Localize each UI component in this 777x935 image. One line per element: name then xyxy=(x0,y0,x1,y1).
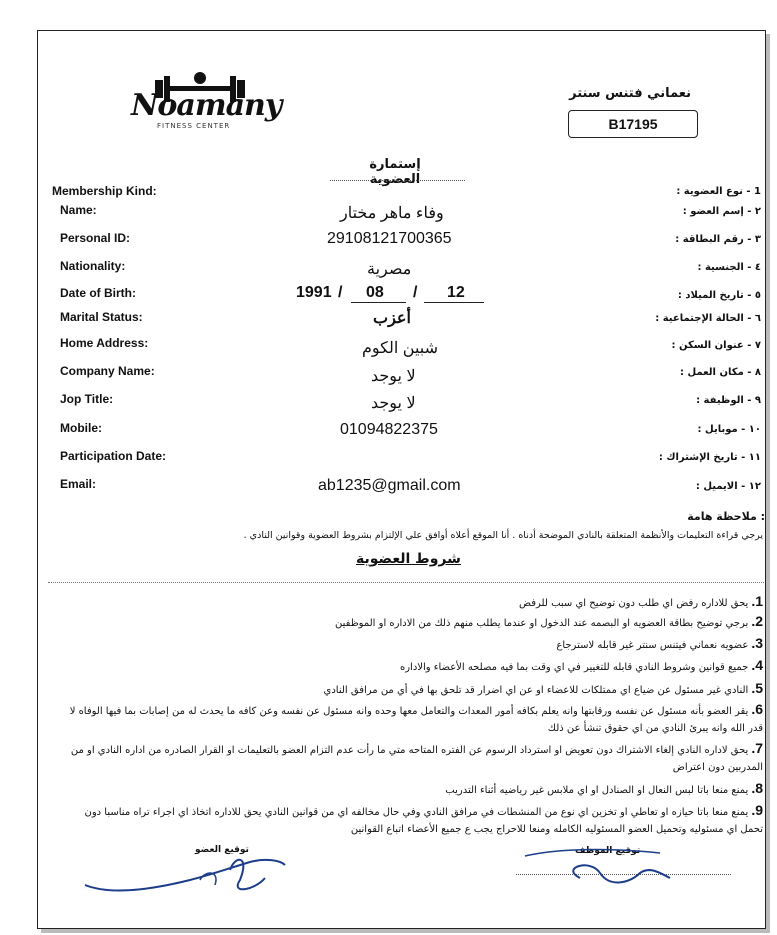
term-item xyxy=(63,740,763,776)
dob-day: 12 xyxy=(447,284,465,301)
name-value: وفاء ماهر مختار xyxy=(340,205,444,222)
terms-divider xyxy=(48,582,764,583)
term-number: 3. xyxy=(751,635,763,651)
terms-title: شروط العضوية xyxy=(356,551,461,567)
email-label: Email: xyxy=(60,477,97,491)
participation-date-label-ar: ١١ - تاريخ الإشتراك : xyxy=(658,452,761,463)
term-number: 4. xyxy=(751,657,763,673)
company-name-label-ar: ٨ - مكان العمل : xyxy=(680,367,761,378)
mobile-value: 01094822375 xyxy=(340,421,438,438)
term-text: برجي توضيح بطاقة العضويه او البصمه عند الدخول او عندما يطلب منهم ذلك من الاداره او الموظفين xyxy=(335,618,749,629)
term-text: يمنع منعا باتا لبس النعال او الصنادل او اي ملابس غير رياضيه أثناء التدريب xyxy=(445,785,749,796)
dob-separator: / xyxy=(338,284,343,301)
logo-subtitle: FITNESS CENTER xyxy=(157,122,231,130)
employee-signature-label: توقيع الموظف xyxy=(575,846,641,856)
term-item xyxy=(63,780,763,799)
term-text: يقر العضو بأنه مسئول عن نفسه ورقابتها وانه يعلم بكافه أمور المعدات والتعامل معها وحده وانه مسئول عن نفسه وعن كافه ما يحدث له من إصابات بما فيها الوفاه لا قدر الله وانه يبرئ النادي من اي حقوق تنشأ عن ذلك xyxy=(69,706,763,734)
mobile-label: Mobile: xyxy=(60,421,102,435)
term-text: جميع قوانين وشروط النادي قابله للتغيير في اي وقت بما فيه مصلحه الأعضاء والاداره xyxy=(399,662,749,673)
home-address-label: Home Address: xyxy=(60,336,149,350)
membership-kind-label: Membership Kind: xyxy=(52,184,157,198)
home-address-value: شبين الكوم xyxy=(362,340,439,357)
home-address-label-ar: ٧ - عنوان السكن : xyxy=(671,340,761,351)
term-item xyxy=(63,635,763,654)
date-of-birth-label-ar: ٥ - تاريخ الميلاد : xyxy=(677,290,761,301)
job-title-label-ar: ٩ - الوظيفة : xyxy=(696,395,761,406)
club-name: نعماني فتنس سنتر xyxy=(569,86,691,101)
term-item xyxy=(63,593,763,612)
term-text: يحق للاداره رفض اي طلب دون توضيح اي سبب للرفض xyxy=(518,598,749,609)
employee-signature-icon xyxy=(520,848,690,893)
job-title-label: Jop Title: xyxy=(60,392,114,406)
note-text: يرجي قراءة التعليمات والأنظمة المتعلقة بالنادي الموضحة أدناه . أنا الموقع أعلاه أوافق علي الإلتزام بشروط العضوية وقوانين النادي . xyxy=(243,530,763,541)
term-item xyxy=(63,680,763,699)
term-number: 9. xyxy=(751,802,763,818)
membership-kind-label-ar: 1 - نوع العضوية : xyxy=(676,186,761,197)
nationality-value: مصرية xyxy=(367,261,412,278)
form-title: إستمارة العضوية xyxy=(369,157,421,187)
membership-code: B17195 xyxy=(568,110,698,138)
term-text: يحق لاداره النادي إلغاء الاشتراك دون تعويض او استرداد الرسوم عن الفتره المتاحه متي ما رأت عدم التزام العضو بالتعليمات او القرار الصادره من اداره النادي او من المدربين دون اعتراض xyxy=(70,745,763,773)
dob-month-underline xyxy=(351,302,406,303)
job-title-value: لا يوجد xyxy=(371,395,416,412)
member-signature-label: توقيع العضو xyxy=(195,845,249,855)
marital-status-label: Marital Status: xyxy=(60,310,143,324)
marital-status-label-ar: ٦ - الحالة الإجتماعية : xyxy=(655,313,761,324)
personal-id-label: Personal ID: xyxy=(60,231,131,245)
term-item xyxy=(63,613,763,632)
term-text: يمنع منعا باتا حيازه او تعاطي او تخزين اي نوع من المنشطات في مرافق النادي وفي حال مخالفه اي من قوانين النادي يحق للاداره اتخاذ اي اجراء تراه مناسبا دون تحمل اي مسئوليه وتحميل العضو المسئوليه الكامله ومنعا للاحراج يجب ع جميع الأعضاء اتباع القوانين xyxy=(84,807,763,835)
personal-id-label-ar: ٣ - رقم البطاقة : xyxy=(675,234,761,245)
name-label: Name: xyxy=(60,203,97,217)
marital-status-value: أعزب xyxy=(373,310,411,327)
term-item xyxy=(63,802,763,838)
term-number: 5. xyxy=(751,680,763,696)
nationality-label: Nationality: xyxy=(60,259,126,273)
term-number: 1. xyxy=(751,593,763,609)
note-title: ملاحظة هامة : xyxy=(687,510,765,523)
company-name-label: Company Name: xyxy=(60,364,155,378)
dob-day-underline xyxy=(424,302,484,303)
dob-year: 1991 xyxy=(296,284,332,301)
member-signature-icon xyxy=(80,850,300,910)
nationality-label-ar: ٤ - الجنسية : xyxy=(697,262,761,273)
term-item xyxy=(63,657,763,676)
term-item xyxy=(63,701,763,737)
personal-id-value: 29108121700365 xyxy=(327,230,452,247)
term-text: عضويه نعماني فيتنس سنتر غير قابله لاسترجاع xyxy=(556,640,749,651)
term-number: 8. xyxy=(751,780,763,796)
email-value: ab1235@gmail.com xyxy=(318,477,461,494)
email-label-ar: ١٢ - الايميل : xyxy=(695,481,761,492)
date-of-birth-label: Date of Birth: xyxy=(60,286,136,300)
logo-text: Noamany xyxy=(131,88,282,123)
term-number: 6. xyxy=(751,701,763,717)
term-text: النادي غير مسئول عن ضياع اي ممتلكات للاعضاء او عن اي اضرار قد تلحق بها في أي من مرافق النادي xyxy=(323,685,749,696)
dob-month: 08 xyxy=(366,284,384,301)
participation-date-label: Participation Date: xyxy=(60,449,167,463)
term-number: 2. xyxy=(751,613,763,629)
name-label-ar: ٢ - إسم العضو : xyxy=(682,206,761,217)
mobile-label-ar: ١٠ - موبايل : xyxy=(697,424,761,435)
dob-separator: / xyxy=(413,284,418,301)
company-name-value: لا يوجد xyxy=(371,368,416,385)
term-number: 7. xyxy=(751,740,763,756)
